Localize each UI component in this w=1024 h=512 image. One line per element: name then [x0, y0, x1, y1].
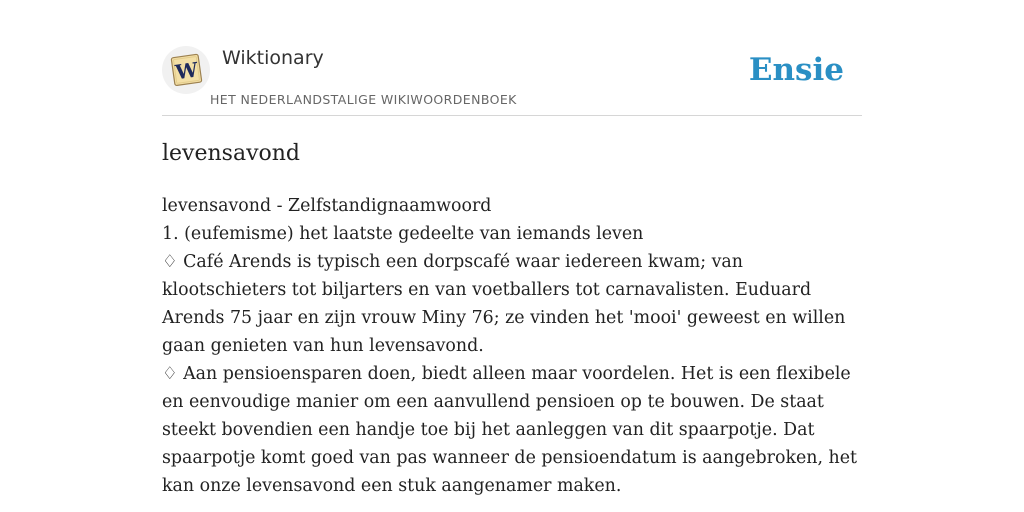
- site-header: [162, 40, 862, 116]
- example-1: ♢ Café Arends is typisch een dorpscafé waar iedereen kwam; van klootschieters tot biljarters en van voetballers tot carnavalisten. Euduard Arends 75 jaar en zijn vrouw Miny 76; ze vinden het 'mooi' geweest en willen gaan genieten van hun levensavond.: [162, 252, 846, 356]
- page-title: levensavond: [162, 141, 301, 166]
- site-name[interactable]: Wiktionary: [222, 47, 324, 69]
- wiktionary-logo-icon[interactable]: [162, 46, 210, 94]
- definition: 1. (eufemisme) het laatste gedeelte van iemands leven: [162, 224, 644, 244]
- logo-tile-graphic: [162, 46, 210, 94]
- logo-letter: W: [173, 57, 200, 85]
- example-2: ♢ Aan pensioensparen doen, biedt alleen maar voordelen. Het is een flexibele en eenvoudige manier om een aanvullend pensioen op te bouwen. De staat steekt bovendien een handje toe bij het aanleggen van dit spaarpotje. Dat spaarpotje komt goed van pas wanneer de pensioendatum is aangebroken, het kan onze levensavond een stuk aangenamer maken.: [162, 364, 858, 496]
- site-tagline: HET NEDERLANDSTALIGE WIKIWOORDENBOEK: [210, 92, 517, 107]
- entry-content: [162, 192, 867, 500]
- part-of-speech-line: levensavond - Zelfstandignaamwoord: [162, 196, 492, 216]
- ensie-brand-link[interactable]: Ensie: [748, 52, 844, 88]
